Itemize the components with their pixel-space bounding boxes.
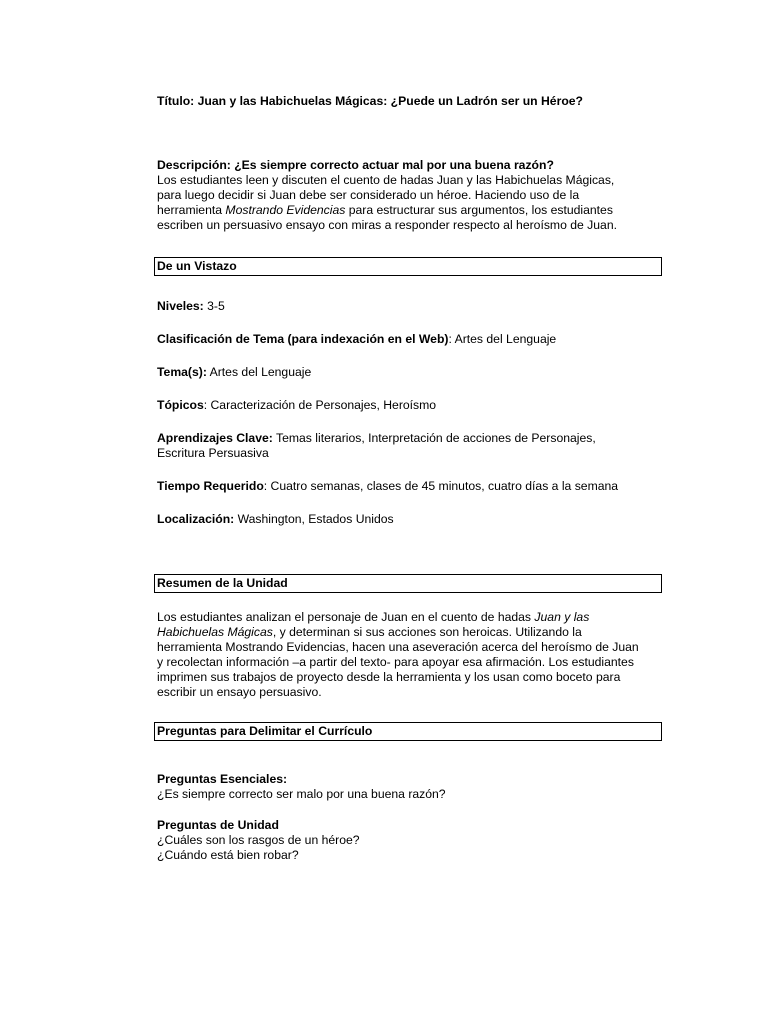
classification-value: : Artes del Lenguaje — [448, 332, 557, 346]
title-text: Juan y las Habichuelas Mágicas: ¿Puede un Ladrón ser un Héroe? — [197, 94, 583, 108]
summary-story-title: Habichuelas Mágicas — [157, 625, 273, 639]
description-line — [157, 203, 677, 218]
location-label: Localización: — [157, 512, 235, 526]
location-value: Washington, Estados Unidos — [234, 512, 394, 526]
description-line: escriben un persuasivo ensayo con miras a responder respecto al heroísmo de Juan. — [157, 218, 617, 232]
summary-section — [157, 610, 677, 700]
summary-line: herramienta Mostrando Evidencias, hacen una aseveración acerca del heroísmo de Juan — [157, 640, 639, 654]
description-label: Descripción: — [157, 158, 231, 172]
description-line: Los estudiantes leen y discuten el cuento de hadas Juan y las Habichuelas Mágicas, — [157, 173, 615, 187]
document-title — [157, 94, 677, 109]
learning-line: Escritura Persuasiva — [157, 446, 269, 460]
summary-line: imprimen sus trabajos de proyecto desde la herramienta y los usan como boceto para — [157, 670, 621, 684]
description-text: herramienta — [157, 203, 226, 217]
topics-label: Tópicos — [157, 398, 204, 412]
learning-line — [157, 431, 677, 446]
document-content — [157, 94, 677, 863]
time-field — [157, 479, 677, 494]
essential-question: ¿Es siempre correcto ser malo por una buena razón? — [157, 787, 446, 801]
summary-line — [157, 610, 677, 625]
summary-story-title: Juan y las — [534, 610, 590, 624]
summary-line: y recolectan información –a partir del texto- para apoyar esa afirmación. Los estudiantes — [157, 655, 634, 669]
time-value: : Cuatro semanas, clases de 45 minutos, cuatro días a la semana — [263, 479, 619, 493]
section-heading-summary: Resumen de la Unidad — [154, 574, 662, 593]
summary-text: , y determinan si sus acciones son heroicas. Utilizando la — [272, 625, 582, 639]
section-heading-glance: De un Vistazo — [154, 257, 662, 276]
themes-value: Artes del Lenguaje — [206, 365, 312, 379]
description-tool-name: Mostrando Evidencias — [225, 203, 346, 217]
summary-line — [157, 625, 677, 640]
topics-value: : Caracterización de Personajes, Heroísmo — [203, 398, 437, 412]
summary-line: escribir un ensayo persuasivo. — [157, 685, 322, 699]
themes-field — [157, 365, 677, 380]
section-heading-curriculum: Preguntas para Delimitar el Currículo — [154, 722, 662, 741]
themes-label: Tema(s): — [157, 365, 207, 379]
description-section — [157, 158, 677, 233]
unit-question: ¿Cuáles son los rasgos de un héroe? — [157, 833, 360, 847]
unit-questions — [157, 818, 677, 863]
time-label: Tiempo Requerido — [157, 479, 264, 493]
description-line: para luego decidir si Juan debe ser considerado un héroe. Haciendo uso de la — [157, 188, 580, 202]
description-question: ¿Es siempre correcto actuar mal por una buena razón? — [234, 158, 554, 172]
location-field — [157, 512, 677, 527]
essential-questions-label: Preguntas Esenciales: — [157, 772, 288, 786]
classification-field — [157, 332, 677, 347]
unit-questions-label: Preguntas de Unidad — [157, 818, 279, 832]
description-text: para estructurar sus argumentos, los estudiantes — [345, 203, 613, 217]
topics-field — [157, 398, 677, 413]
learning-field — [157, 431, 677, 461]
summary-text: Los estudiantes analizan el personaje de Juan en el cuento de hadas — [157, 610, 535, 624]
essential-questions — [157, 772, 677, 802]
title-label: Título: — [157, 94, 195, 108]
levels-label: Niveles: — [157, 299, 204, 313]
levels-value: 3-5 — [203, 299, 225, 313]
learning-label: Aprendizajes Clave: — [157, 431, 273, 445]
learning-value: Temas literarios, Interpretación de acciones de Personajes, — [272, 431, 596, 445]
levels-field — [157, 299, 677, 314]
unit-question: ¿Cuándo está bien robar? — [157, 848, 299, 862]
classification-label: Clasificación de Tema (para indexación en el Web) — [157, 332, 449, 346]
description-heading — [157, 158, 677, 173]
